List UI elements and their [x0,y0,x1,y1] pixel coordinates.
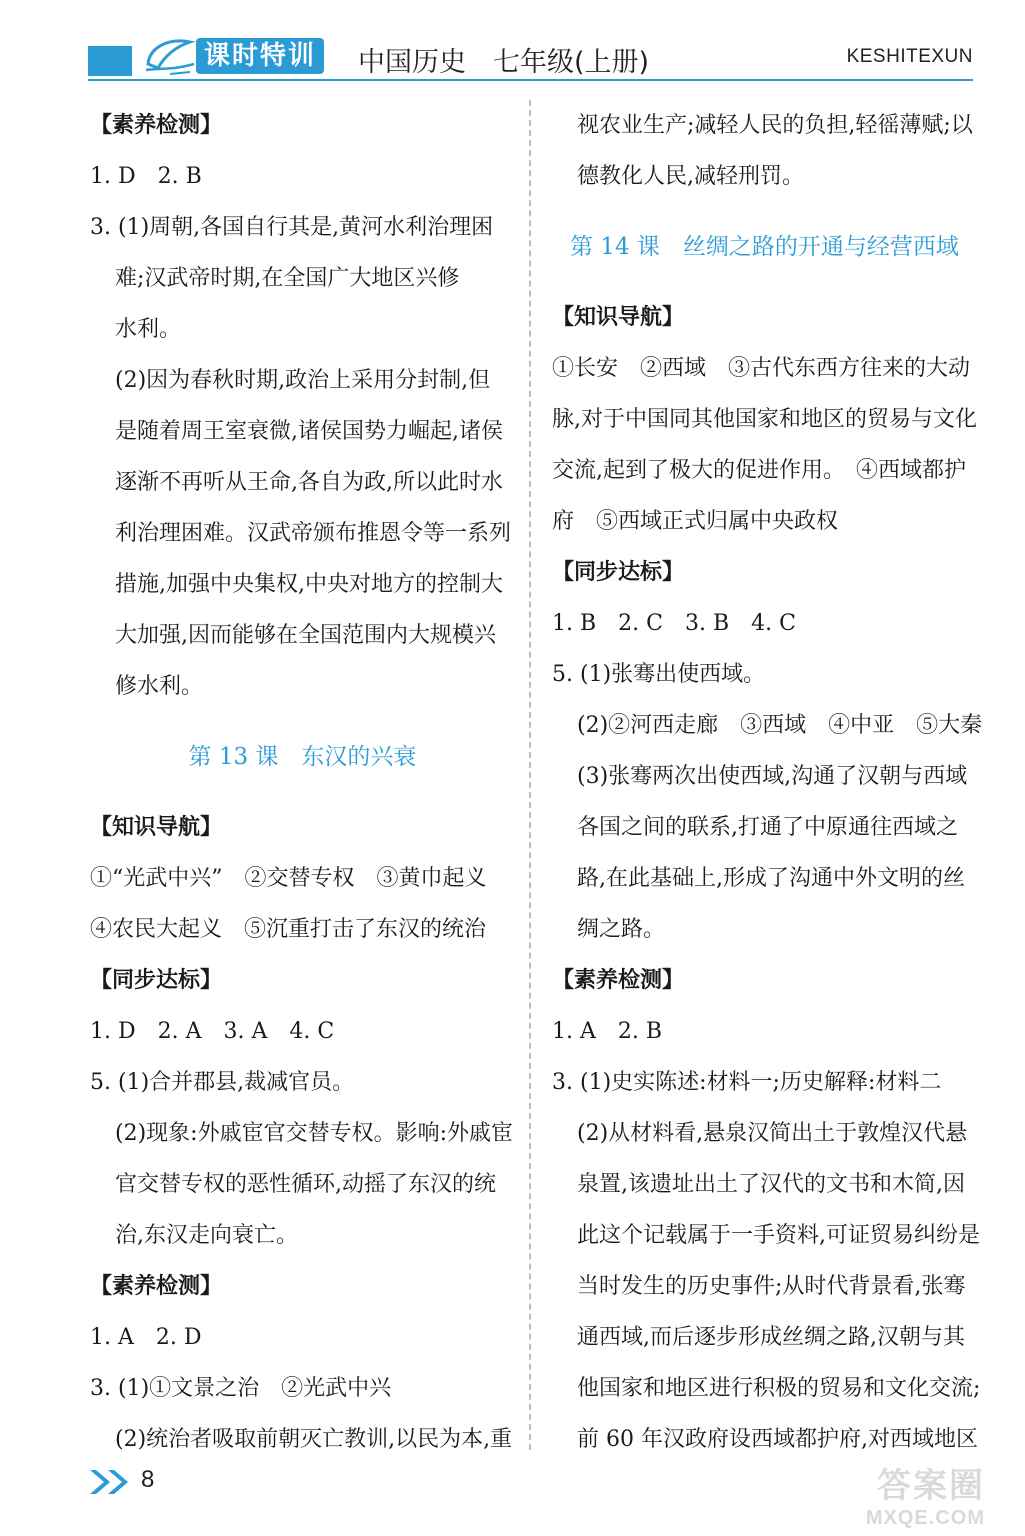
watermark-bottom: MXQE.COM [865,1507,985,1529]
answer-line: 逐渐不再听从王命,各自为政,所以此时水 [115,470,503,495]
page-header [0,0,1025,90]
left-column [90,100,515,1465]
answer-line: 利治理困难。汉武帝颁布推恩令等一系列 [115,521,512,546]
answer-line: 1. A 2. B [552,1019,663,1044]
answer-line: (2)统治者吸取前朝灭亡教训,以民为本,重 [115,1427,513,1452]
lesson-title: 第 14 课 丝绸之路的开通与经营西域 [570,234,959,260]
answer-line: (2)现象:外戚宦官交替专权。影响:外戚宦 [115,1121,513,1146]
header-color-block [88,46,132,76]
answer-line: 是随着周王室衰微,诸侯国势力崛起,诸侯 [115,419,503,444]
answer-line: 脉,对于中国同其他国家和地区的贸易与文化 [552,407,977,432]
series-code: KESHITEXUN [846,46,973,67]
answer-line: 5. (1)合并郡县,裁减官员。 [90,1070,355,1095]
answer-line: 1. A 2. D [90,1325,202,1350]
section-heading: 【知识导航】 [552,304,685,330]
section-heading: 【素养检测】 [90,1273,223,1299]
answer-line: 交流,起到了极大的促进作用。 ④西域都护 [552,458,966,483]
answer-line: 路,在此基础上,形成了沟通中外文明的丝 [577,866,965,891]
answer-line: 他国家和地区进行积极的贸易和文化交流; [577,1376,981,1401]
answer-line: 通西域,而后逐步形成丝绸之路,汉朝与其 [577,1325,965,1350]
answer-line: 当时发生的历史事件;从时代背景看,张骞 [577,1274,966,1299]
answer-line: (3)张骞两次出使西域,沟通了汉朝与西域 [577,764,968,789]
section-heading: 【知识导航】 [90,814,223,840]
section-heading: 【素养检测】 [90,112,223,138]
answer-line: 此这个记载属于一手资料,可证贸易纠纷是 [577,1223,980,1248]
quill-logo-icon [140,34,200,80]
answer-line: 各国之间的联系,打通了中原通往西域之 [577,815,958,840]
watermark-top: 答案圈 [877,1467,985,1505]
header-rule [88,79,973,81]
answer-line: 修水利。 [115,674,204,699]
answer-line: 1. D 2. A 3. A 4. C [90,1019,335,1044]
answer-line: 3. (1)①文景之治 ②光武中兴 [90,1376,392,1401]
answer-line: ①长安 ②西域 ③古代东西方往来的大动 [552,356,971,381]
answer-line: 大加强,因而能够在全国范围内大规模兴 [115,623,496,648]
answer-line: 3. (1)周朝,各国自行其是,黄河水利治理困 [90,215,494,240]
answer-line: 视农业生产;减轻人民的负担,轻徭薄赋;以 [577,113,973,138]
answer-line: ①“光武中兴” ②交替专权 ③黄巾起义 [90,866,487,891]
answer-line: 1. D 2. B [90,164,202,189]
right-column [552,100,983,1465]
section-heading: 【同步达标】 [90,967,223,993]
book-title: 中国历史 七年级(上册) [358,47,650,78]
answer-line: 难;汉武帝时期,在全国广大地区兴修 [115,266,460,291]
answer-line: 泉置,该遗址出土了汉代的文书和木简,因 [577,1172,965,1197]
answer-line: 府 ⑤西域正式归属中央政权 [552,509,839,534]
answer-line: ④农民大起义 ⑤沉重打击了东汉的统治 [90,917,487,942]
answer-line: 1. B 2. C 3. B 4. C [552,611,796,636]
answer-line: 水利。 [115,317,182,342]
answer-line: 措施,加强中央集权,中央对地方的控制大 [115,572,503,597]
lesson-title: 第 13 课 东汉的兴衰 [188,744,417,770]
watermark [835,1466,985,1532]
section-heading: 【同步达标】 [552,559,685,585]
answer-line: 3. (1)史实陈述:材料一;历史解释:材料二 [552,1070,942,1095]
answer-line: 官交替专权的恶性循环,动摇了东汉的统 [115,1172,496,1197]
answer-line: (2)②河西走廊 ③西域 ④中亚 ⑤大秦 [577,713,983,738]
answer-line: 德教化人民,减轻刑罚。 [577,164,804,189]
answer-line: 前 60 年汉政府设西域都护府,对西域地区 [577,1427,978,1452]
brand-label: 课时特训 [196,38,324,74]
answer-line: 5. (1)张骞出使西域。 [552,662,766,687]
page-number: 8 [141,1466,155,1493]
answer-line: 治,东汉走向衰亡。 [115,1223,298,1248]
answer-line: (2)因为春秋时期,政治上采用分封制,但 [115,368,491,393]
section-heading: 【素养检测】 [552,967,685,993]
double-chevron-icon [88,1468,136,1496]
answer-line: 绸之路。 [577,917,666,942]
answer-line: (2)从材料看,悬泉汉简出土于敦煌汉代悬 [577,1121,968,1146]
column-divider [529,100,531,1450]
